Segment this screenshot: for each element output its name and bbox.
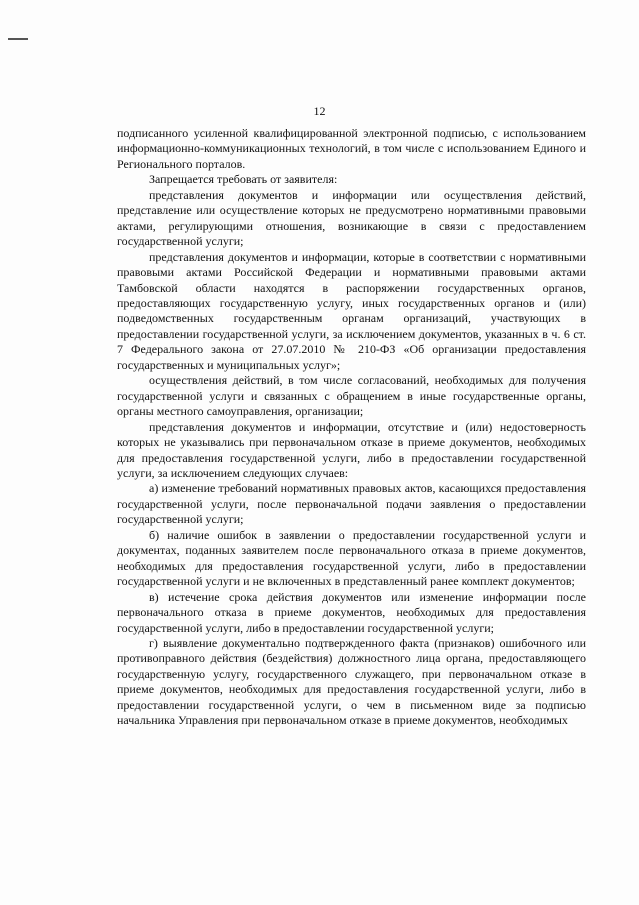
paragraph-case-c: в) истечение срока действия документов или изменение информации после первоначального отказа в приеме документов, необходимых для предоставления государственной услуги, либо в предоставлении государственной услуги; [117,589,586,635]
paragraph-item: представления документов и информации или осуществления действий, представление или осуществление которых не предусмотрено нормативными правовыми актами, регулирующими отношения, возникающие в связи с предоставлением государственной услуги; [117,187,586,249]
paragraph-item: представления документов и информации, отсутствие и (или) недостоверность которых не указывались при первоначальном отказе в приеме документов, необходимых для предоставления государственной услуги, либо в предоставлении государственной услуги, за исключением следующих случаев: [117,419,586,480]
body-text [117,126,586,729]
paragraph-case-a: а) изменение требований нормативных правовых актов, касающихся предоставления государственной услуги, после первоначальной подачи заявления о предоставлении государственной услуги; [117,481,586,527]
paragraph-item: осуществления действий, в том числе согласований, необходимых для получения государственной услуги и связанных с обращением в иные государственные органы, органы местного самоуправления, организации; [117,373,586,419]
paragraph-case-b: б) наличие ошибок в заявлении о предоставлении государственной услуги и документах, поданных заявителем после первоначального отказа в приеме документов, необходимых для предоставления государственной услуги, либо в предоставлении государственной услуги и не включенных в представленный ранее комплект документов; [117,527,586,589]
margin-mark [8,38,28,40]
paragraph-continuation: подписанного усиленной квалифицированной электронной подписью, с использованием информационно-коммуникационных технологий, в том числе с использованием Единого и Регионального порталов. [117,126,586,171]
paragraph-prohibition-heading: Запрещается требовать от заявителя: [149,172,338,187]
paragraph-item: представления документов и информации, которые в соответствии с нормативными правовыми актами Российской Федерации и нормативными правовыми актами Тамбовской области находятся в распоряжении государственных органов, предоставляющих государственную услугу, иных государственных органов и (или) подведомственных государственным органам организаций, участвующих в предоставлении государственной услуги, за исключением документов, указанных в ч. 6 ст. 7 Федерального закона от 27.07.2010 № 210-ФЗ «Об организации предоставления государственных и муниципальных услуг»; [117,249,586,372]
paragraph-case-d: г) выявление документально подтвержденного факта (признаков) ошибочного или противоправного действия (бездействия) должностного лица органа, предоставляющего государственную услугу, государственного служащего, при первоначальном отказе в приеме документов, необходимых для предоставления государственной услуги, либо в предоставлении государственной услуги, о чем в письменном виде за подписью начальника Управления при первоначальном отказе в приеме документов, необходимых [117,635,586,728]
page-number: 12 [313,104,326,118]
